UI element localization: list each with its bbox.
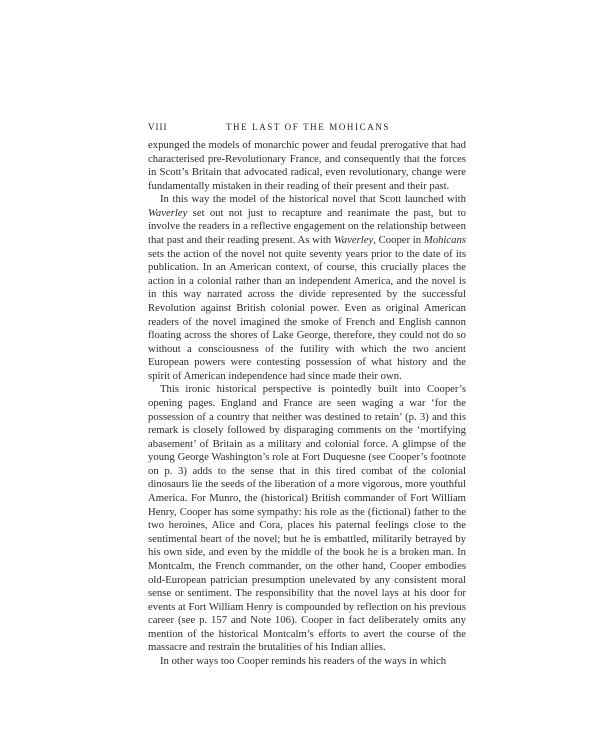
paragraph-p4	[148, 655, 466, 669]
text-run: In other ways too Cooper reminds his readers of the ways in which	[160, 654, 447, 667]
body-text	[148, 139, 466, 669]
paragraph-p1	[148, 139, 466, 193]
running-head	[148, 122, 468, 136]
paragraph-p3	[148, 383, 466, 655]
text-run: , Cooper in	[373, 234, 424, 247]
text-run: This ironic historical perspective is pointedly built into Cooper’s opening pages. England and France are seen waging a war ‘for the possession of a country that neither was destined to retain’ (p. 3) and this remark is closely followed by disparaging comments on the ‘mortifying abasement’ of Britain as a military and colonial force. A glimpse of the young George Washington’s role at Fort Duquesne (see Cooper’s footnote on p. 3) adds to the sense that in this tired combat of the colonial dinosaurs lie the seeds of the liberation of a more vigorous, more youthful America. For Munro, the (historical) British commander of Fort William Henry, Cooper has some sympathy: his role as the (fictional) father to the two heroines, Alice and Cora, places his paternal feelings close to the sentimental heart of the novel; but he is embattled, militarily betrayed by his own side, and even by the middle of the book he is a broken man. In Montcalm, the French commander, on the other hand, Cooper embodies old-European patrician presumption unelevated by any consistent moral sense or sentiment. The responsibility that the novel lays at his door for events at Fort William Henry is compounded by reflection on his previous career (see p. 157 and Note 106). Cooper in fact deliberately omits any mention of the historical Montcalm’s efforts to avert the course of the massacre and restrain the brutalities of his Indian allies.	[148, 383, 466, 654]
text-run: sets the action of the novel not quite seventy years prior to the date of its publication. In an American context, of course, this crucially places the action in a colonial rather than an independent America, and the novel is in this way narrated across the divide represented by the successful Revolution against British colonial power. Even as original American readers of the novel imagined the smoke of French and English cannon floating across the shores of Lake George, therefore, they could not do so without a consciousness of the futility with which the two ancient European powers were contesting possession of what history and the spirit of American independence had since made their own.	[148, 247, 466, 382]
text-run: set out not just to recapture and reanimate the past, but to involve the readers in a reflective engagement on the relationship between that past and their reading present. As with	[148, 206, 466, 247]
page-number: VIII	[148, 122, 168, 132]
italic-title: Waverley	[333, 234, 374, 247]
paragraph-p2	[148, 193, 466, 383]
italic-title: Waverley	[148, 206, 188, 219]
running-title: THE LAST OF THE MOHICANS	[225, 122, 391, 132]
text-run: In this way the model of the historical novel that Scott launched with	[160, 193, 466, 206]
text-run: expunged the models of monarchic power and feudal prerogative that had characterised pre-Revolutionary France, and consequently that the forces in Scott’s Britain that advocated radical, even revolutionary, change were fundamentally mistaken in their reading of their present and their past.	[148, 139, 466, 192]
italic-title: Mohicans	[423, 234, 466, 247]
